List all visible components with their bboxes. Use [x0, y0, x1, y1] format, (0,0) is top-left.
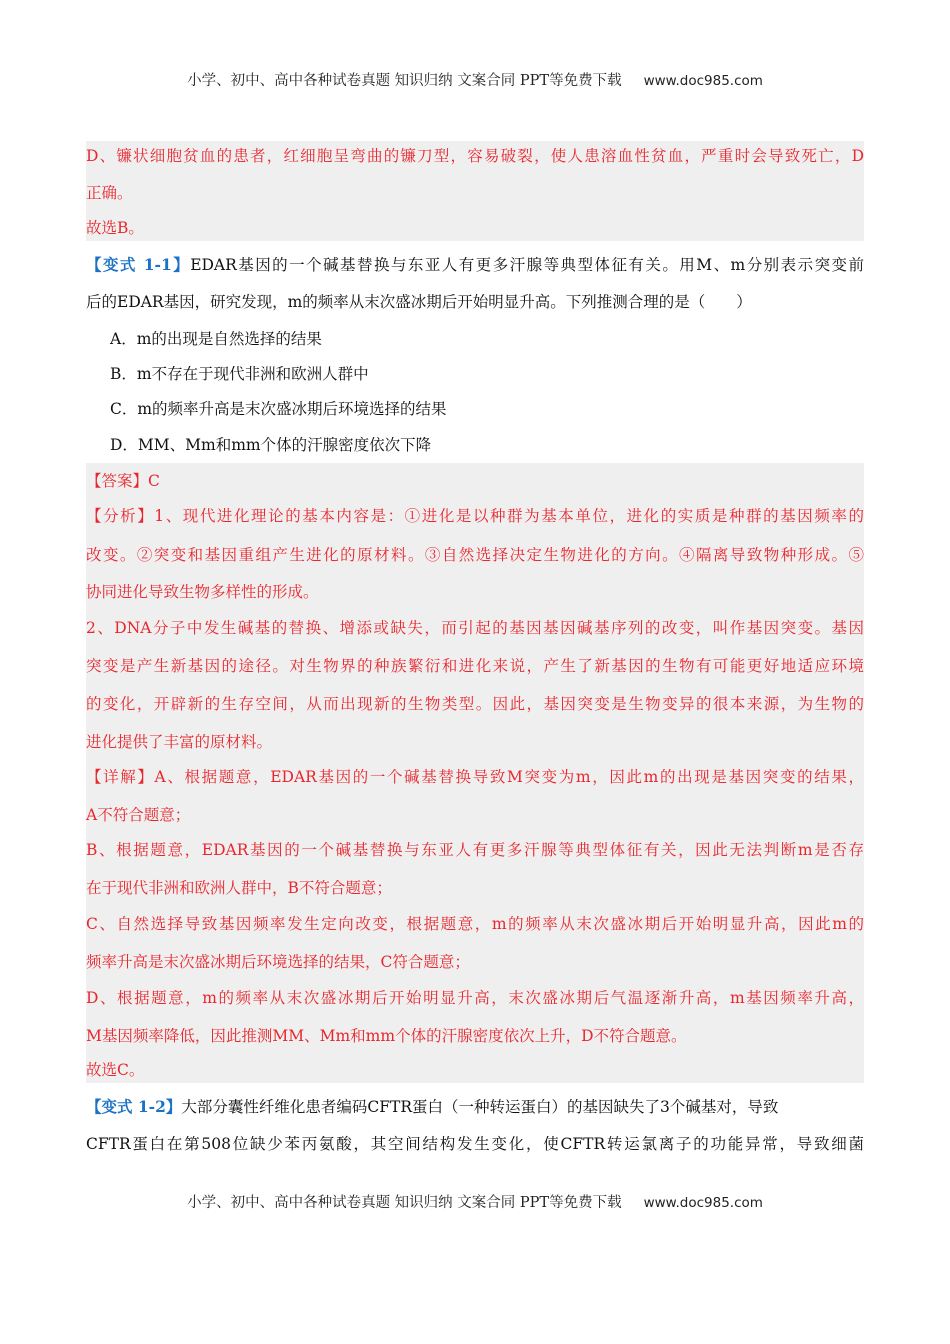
line-text: 进化提供了丰富的原材料。	[86, 733, 273, 751]
header-url[interactable]: www.doc985.com	[643, 73, 763, 89]
text-line	[86, 878, 864, 898]
line-text: 正确。	[86, 184, 133, 202]
line-text: 故选C。	[86, 1061, 145, 1079]
text-line	[86, 840, 864, 860]
line-text: C、自然选择导致基因频率发生定向改变，根据题意，m的频率从末次盛冰期后开始明显升高，因此m的	[86, 915, 864, 933]
question-label: 【变式 1-1】	[86, 255, 191, 274]
text-line	[86, 1026, 864, 1046]
text-line	[86, 988, 864, 1008]
question-label: 【变式 1-2】	[86, 1097, 182, 1116]
line-text: 2、DNA分子中发生碱基的替换、增添或缺失，而引起的基因基因碱基序列的改变，叫作基因突变。基因	[86, 619, 864, 637]
line-text: A．m的出现是自然选择的结果	[110, 330, 322, 348]
page-footer	[0, 1191, 950, 1212]
line-text: D、镰状细胞贫血的患者，红细胞呈弯曲的镰刀型，容易破裂，使人患溶血性贫血，严重时会导致死亡，D	[86, 147, 864, 165]
text-line	[110, 329, 864, 349]
text-line	[86, 471, 864, 491]
line-text: 【详解】A、根据题意，EDAR基因的一个碱基替换导致M突变为m，因此m的出现是基因突变的结果，	[86, 768, 864, 786]
line-text: C．m的频率升高是末次盛冰期后环境选择的结果	[110, 400, 447, 418]
line-text: M基因频率降低，因此推测MM、Mm和mm个体的汗腺密度依次上升，D不符合题意。	[86, 1027, 687, 1045]
line-text: 频率升高是末次盛冰期后环境选择的结果，C符合题意；	[86, 953, 470, 971]
text-line	[86, 506, 864, 526]
text-line	[110, 364, 864, 384]
line-text: 在于现代非洲和欧洲人群中，B不符合题意；	[86, 879, 392, 897]
footer-text: 小学、初中、高中各种试卷真题 知识归纳 文案合同 PPT等免费下载	[187, 1195, 622, 1211]
line-text: 的变化，开辟新的生存空间，从而出现新的生物类型。因此，基因突变是生物变异的很本来源，为生物的	[86, 695, 864, 713]
line-text: B、根据题意，EDAR基因的一个碱基替换与东亚人有更多汗腺等典型体征有关，因此无法判断m是否存	[86, 841, 864, 859]
text-line	[110, 399, 864, 419]
text-line	[86, 1097, 864, 1117]
line-text: 突变是产生新基因的途径。对生物界的种族繁衍和进化来说，产生了新基因的生物有可能更好地适应环境	[86, 657, 864, 675]
line-text: D、根据题意，m的频率从末次盛冰期后开始明显升高，末次盛冰期后气温逐渐升高，m基因频率升高，	[86, 989, 864, 1007]
text-line	[86, 1060, 864, 1080]
text-line	[86, 545, 864, 565]
text-line	[86, 767, 864, 787]
line-text: EDAR基因的一个碱基替换与东亚人有更多汗腺等典型体征有关。用M、m分别表示突变前	[190, 256, 864, 274]
text-line	[86, 732, 864, 752]
text-line	[86, 146, 864, 166]
text-line	[86, 618, 864, 638]
line-text: 【分析】1、现代进化理论的基本内容是：①进化是以种群为基本单位，进化的实质是种群的基因频率的	[86, 507, 864, 525]
text-line	[86, 218, 864, 238]
text-line	[86, 582, 864, 602]
line-text: 故选B。	[86, 219, 144, 237]
text-line	[86, 952, 864, 972]
page-header	[0, 69, 950, 90]
text-line	[110, 435, 864, 455]
text-line	[86, 255, 864, 275]
text-line	[86, 694, 864, 714]
header-text: 小学、初中、高中各种试卷真题 知识归纳 文案合同 PPT等免费下载	[187, 73, 622, 89]
line-text: A不符合题意；	[86, 806, 191, 824]
text-line	[86, 656, 864, 676]
text-line	[86, 292, 864, 312]
line-text: 【答案】C	[86, 472, 160, 490]
text-line	[86, 805, 864, 825]
line-text: 改变。②突变和基因重组产生进化的原材料。③自然选择决定生物进化的方向。④隔离导致物种形成。⑤	[86, 546, 864, 564]
line-text: 协同进化导致生物多样性的形成。	[86, 583, 319, 601]
line-text: D．MM、Mm和mm个体的汗腺密度依次下降	[110, 436, 432, 454]
line-text: 后的EDAR基因，研究发现，m的频率从末次盛冰期后开始明显升高。下列推测合理的是（ ）	[86, 293, 752, 311]
text-line	[86, 914, 864, 934]
line-text: 大部分囊性纤维化患者编码CFTR蛋白（一种转运蛋白）的基因缺失了3个碱基对，导致	[181, 1098, 779, 1116]
line-text: CFTR蛋白在第508位缺少苯丙氨酸，其空间结构发生变化，使CFTR转运氯离子的功能异常，导致细菌	[86, 1135, 864, 1153]
text-line	[86, 1134, 864, 1154]
text-line	[86, 183, 864, 203]
line-text: B．m不存在于现代非洲和欧洲人群中	[110, 365, 369, 383]
footer-url[interactable]: www.doc985.com	[643, 1195, 763, 1211]
